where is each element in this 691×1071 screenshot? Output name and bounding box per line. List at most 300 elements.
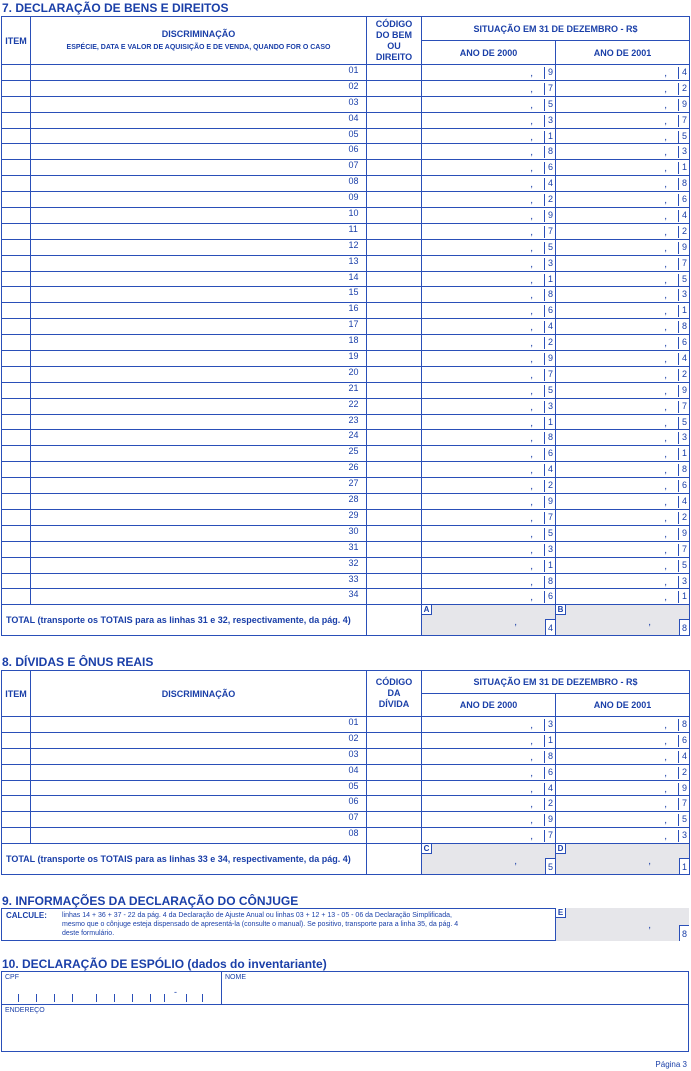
value-2001-cell[interactable] (556, 430, 690, 446)
decimal-comma: , (664, 497, 668, 509)
value-2000-cell[interactable] (422, 271, 556, 287)
cpf-input[interactable] (6, 986, 216, 1002)
check-digit: 2 (544, 194, 553, 206)
value-2000-cell[interactable] (422, 223, 556, 239)
table-row (2, 525, 690, 541)
codigo-cell[interactable] (367, 319, 422, 335)
discriminacao-cell[interactable] (31, 462, 345, 478)
value-2001-cell[interactable] (556, 525, 690, 541)
codigo-cell[interactable] (367, 525, 422, 541)
check-digit: 5 (544, 99, 553, 111)
codigo-cell[interactable] (367, 303, 422, 319)
codigo-cell[interactable] (367, 717, 422, 733)
table-row (2, 319, 690, 335)
value-2001-cell[interactable] (556, 335, 690, 351)
item-cell[interactable] (2, 525, 31, 541)
item-cell[interactable] (2, 812, 31, 828)
check-digit: 3 (678, 432, 687, 444)
decimal-comma: , (664, 417, 668, 429)
item-cell[interactable] (2, 303, 31, 319)
endereco-divider (2, 1004, 688, 1005)
value-2001-cell[interactable] (556, 573, 690, 589)
item-cell[interactable] (2, 382, 31, 398)
value-2000-cell[interactable] (422, 780, 556, 796)
item-cell[interactable] (2, 65, 31, 81)
codigo-cell[interactable] (367, 255, 422, 271)
item-cell[interactable] (2, 732, 31, 748)
value-2001-cell[interactable] (556, 80, 690, 96)
value-2000-cell[interactable] (422, 382, 556, 398)
discriminacao-cell[interactable] (31, 303, 345, 319)
discriminacao-cell[interactable] (31, 541, 345, 557)
value-2001-cell[interactable] (556, 287, 690, 303)
discriminacao-cell[interactable] (31, 828, 345, 844)
discriminacao-cell[interactable] (31, 351, 345, 367)
check-digit: 6 (544, 767, 553, 779)
endereco-input[interactable] (5, 1017, 685, 1049)
decimal-comma: , (664, 338, 668, 350)
value-2001-cell[interactable] (556, 589, 690, 605)
check-digit: 4 (544, 321, 553, 333)
decimal-comma: , (664, 322, 668, 334)
item-cell[interactable] (2, 319, 31, 335)
value-2000-cell[interactable] (422, 319, 556, 335)
codigo-cell[interactable] (367, 541, 422, 557)
item-cell[interactable] (2, 351, 31, 367)
discriminacao-cell[interactable] (31, 780, 345, 796)
bens-total-a[interactable] (422, 605, 556, 636)
item-cell[interactable] (2, 478, 31, 494)
codigo-cell[interactable] (367, 446, 422, 462)
item-cell[interactable] (2, 80, 31, 96)
item-cell[interactable] (2, 780, 31, 796)
total-d-letter: D (556, 844, 566, 854)
total-b-letter: B (556, 605, 566, 615)
cpf-digit-tick (186, 994, 187, 1002)
dividas-total-d[interactable] (556, 844, 690, 875)
value-2000-cell[interactable] (422, 509, 556, 525)
nome-input[interactable] (225, 984, 685, 1002)
discriminacao-cell[interactable] (31, 717, 345, 733)
value-2001-cell[interactable] (556, 541, 690, 557)
value-2000-cell[interactable] (422, 717, 556, 733)
value-2000-cell[interactable] (422, 366, 556, 382)
value-2001-cell[interactable] (556, 812, 690, 828)
discriminacao-cell[interactable] (31, 573, 345, 589)
value-2001-cell[interactable] (556, 366, 690, 382)
item-cell[interactable] (2, 430, 31, 446)
discriminacao-cell[interactable] (31, 128, 345, 144)
value-2001-cell[interactable] (556, 717, 690, 733)
decimal-comma: , (664, 385, 668, 397)
dividas-table (1, 670, 690, 875)
value-2000-cell[interactable] (422, 335, 556, 351)
table-row (2, 96, 690, 112)
codigo-cell[interactable] (367, 557, 422, 573)
discriminacao-cell[interactable] (31, 176, 345, 192)
discriminacao-cell[interactable] (31, 239, 345, 255)
discriminacao-cell[interactable] (31, 509, 345, 525)
line-number: 15 (345, 287, 367, 303)
codigo-cell[interactable] (367, 764, 422, 780)
codigo-cell[interactable] (367, 780, 422, 796)
item-cell[interactable] (2, 96, 31, 112)
section-10-title: 10. DECLARAÇÃO DE ESPÓLIO (dados do inventariante) (2, 957, 327, 971)
discriminacao-cell[interactable] (31, 160, 345, 176)
value-2000-cell[interactable] (422, 478, 556, 494)
decimal-comma: , (530, 592, 534, 604)
item-cell[interactable] (2, 366, 31, 382)
codigo-cell[interactable] (367, 65, 422, 81)
value-2000-cell[interactable] (422, 255, 556, 271)
value-2001-cell[interactable] (556, 780, 690, 796)
discriminacao-cell[interactable] (31, 319, 345, 335)
discriminacao-cell[interactable] (31, 430, 345, 446)
discriminacao-cell[interactable] (31, 557, 345, 573)
discriminacao-cell[interactable] (31, 366, 345, 382)
cpf-digit-tick (18, 994, 19, 1002)
decimal-comma: , (664, 815, 667, 827)
value-2001-cell[interactable] (556, 192, 690, 208)
discriminacao-cell[interactable] (31, 478, 345, 494)
codigo-cell[interactable] (367, 144, 422, 160)
section-7-title: 7. DECLARAÇÃO DE BENS E DIREITOS (2, 1, 229, 15)
codigo-cell[interactable] (367, 223, 422, 239)
item-cell[interactable] (2, 573, 31, 589)
table-row (2, 208, 690, 224)
check-digit: 8 (678, 178, 687, 190)
value-2000-cell[interactable] (422, 748, 556, 764)
discriminacao-cell[interactable] (31, 335, 345, 351)
check-digit: 4 (544, 464, 553, 476)
line-number: 11 (345, 223, 367, 239)
item-cell[interactable] (2, 335, 31, 351)
value-2000-cell[interactable] (422, 192, 556, 208)
value-2001-cell[interactable] (556, 748, 690, 764)
item-cell[interactable] (2, 223, 31, 239)
discriminacao-cell[interactable] (31, 382, 345, 398)
table-row (2, 255, 690, 271)
item-cell[interactable] (2, 541, 31, 557)
decimal-comma: , (664, 528, 668, 540)
table-row (2, 446, 690, 462)
decimal-comma: , (530, 83, 534, 95)
codigo-cell[interactable] (367, 128, 422, 144)
discriminacao-cell[interactable] (31, 208, 345, 224)
value-2001-cell[interactable] (556, 478, 690, 494)
decimal-comma: , (664, 735, 667, 747)
value-2000-cell[interactable] (422, 176, 556, 192)
check-digit: 8 (678, 719, 687, 731)
item-cell[interactable] (2, 414, 31, 430)
value-2001-cell[interactable] (556, 796, 690, 812)
value-2000-cell[interactable] (422, 494, 556, 510)
codigo-line-3: OU (387, 40, 401, 51)
discriminacao-cell[interactable] (31, 414, 345, 430)
discriminacao-cell[interactable] (31, 494, 345, 510)
value-2001-cell[interactable] (556, 112, 690, 128)
codigo-cell[interactable] (367, 287, 422, 303)
codigo-cell[interactable] (367, 414, 422, 430)
value-2001-cell[interactable] (556, 65, 690, 81)
value-2000-cell[interactable] (422, 525, 556, 541)
codigo-cell[interactable] (367, 732, 422, 748)
total-d-digit: 1 (681, 862, 687, 873)
discriminacao-cell[interactable] (31, 96, 345, 112)
value-2001-cell[interactable] (556, 462, 690, 478)
value-2001-cell[interactable] (556, 828, 690, 844)
value-2001-cell[interactable] (556, 732, 690, 748)
decimal-comma: , (530, 497, 534, 509)
value-2001-cell[interactable] (556, 255, 690, 271)
decimal-comma: , (530, 369, 534, 381)
discriminacao-cell[interactable] (31, 112, 345, 128)
line-number: 02 (345, 80, 367, 96)
decimal-comma: , (530, 226, 534, 238)
value-2000-cell[interactable] (422, 287, 556, 303)
value-2000-cell[interactable] (422, 732, 556, 748)
value-2001-cell[interactable] (556, 382, 690, 398)
codigo-cell[interactable] (367, 112, 422, 128)
line-number: 04 (345, 112, 367, 128)
line-number: 33 (345, 573, 367, 589)
value-2001-cell[interactable] (556, 319, 690, 335)
value-2001-cell[interactable] (556, 446, 690, 462)
item-cell[interactable] (2, 494, 31, 510)
check-digit: 2 (544, 337, 553, 349)
value-2000-cell[interactable] (422, 112, 556, 128)
value-2001-cell[interactable] (556, 351, 690, 367)
line-number: 07 (345, 812, 367, 828)
item-cell[interactable] (2, 112, 31, 128)
item-cell[interactable] (2, 255, 31, 271)
codigo-cell[interactable] (367, 812, 422, 828)
decimal-comma: , (530, 751, 533, 763)
discriminacao-cell[interactable] (31, 398, 345, 414)
codigo-cell[interactable] (367, 430, 422, 446)
check-digit: 8 (544, 146, 553, 158)
item-cell[interactable] (2, 160, 31, 176)
value-2001-cell[interactable] (556, 764, 690, 780)
decimal-comma: , (664, 544, 668, 556)
value-2000-cell[interactable] (422, 239, 556, 255)
item-cell[interactable] (2, 589, 31, 605)
codigo-cell[interactable] (367, 176, 422, 192)
item-cell[interactable] (2, 208, 31, 224)
discriminacao-cell[interactable] (31, 764, 345, 780)
decimal-comma: , (530, 401, 534, 413)
s8-col-item-header: ITEM (2, 671, 31, 717)
value-2001-cell[interactable] (556, 494, 690, 510)
codigo-cell[interactable] (367, 494, 422, 510)
cpf-digit-tick (150, 994, 151, 1002)
discriminacao-cell[interactable] (31, 748, 345, 764)
codigo-cell[interactable] (367, 351, 422, 367)
item-cell[interactable] (2, 764, 31, 780)
check-digit: 1 (544, 560, 553, 572)
decimal-comma: , (664, 512, 668, 524)
check-digit: 5 (678, 560, 687, 572)
value-2000-cell[interactable] (422, 80, 556, 96)
check-digit: 1 (544, 274, 553, 286)
value-2000-cell[interactable] (422, 541, 556, 557)
dividas-total-c[interactable] (422, 844, 556, 875)
value-2001-cell[interactable] (556, 176, 690, 192)
value-2000-cell[interactable] (422, 65, 556, 81)
decimal-comma: , (664, 306, 668, 318)
item-cell[interactable] (2, 828, 31, 844)
codigo-cell[interactable] (367, 192, 422, 208)
discriminacao-cell[interactable] (31, 446, 345, 462)
discriminacao-cell[interactable] (31, 812, 345, 828)
item-cell[interactable] (2, 271, 31, 287)
decimal-comma: , (530, 815, 533, 827)
codigo-cell[interactable] (367, 382, 422, 398)
value-2000-cell[interactable] (422, 573, 556, 589)
decimal-comma: , (530, 179, 534, 191)
item-cell[interactable] (2, 176, 31, 192)
codigo-cell[interactable] (367, 462, 422, 478)
decimal-comma: , (664, 131, 668, 143)
item-cell[interactable] (2, 509, 31, 525)
codigo-cell[interactable] (367, 398, 422, 414)
codigo-cell[interactable] (367, 478, 422, 494)
table-row (2, 748, 690, 764)
codigo-cell[interactable] (367, 80, 422, 96)
decimal-comma: , (530, 544, 534, 556)
discriminacao-cell[interactable] (31, 796, 345, 812)
discriminacao-cell[interactable] (31, 80, 345, 96)
decimal-comma: , (664, 433, 668, 445)
value-2001-cell[interactable] (556, 144, 690, 160)
discriminacao-cell[interactable] (31, 271, 345, 287)
value-2000-cell[interactable] (422, 351, 556, 367)
bens-total-b[interactable] (556, 605, 690, 636)
decimal-comma: , (530, 338, 534, 350)
value-2000-cell[interactable] (422, 430, 556, 446)
codigo-cell[interactable] (367, 573, 422, 589)
codigo-cell[interactable] (367, 509, 422, 525)
value-2001-cell[interactable] (556, 271, 690, 287)
codigo-cell[interactable] (367, 208, 422, 224)
line-number: 31 (345, 541, 367, 557)
discriminacao-cell[interactable] (31, 192, 345, 208)
value-2001-cell[interactable] (556, 96, 690, 112)
check-digit: 5 (544, 528, 553, 540)
check-digit: 2 (544, 798, 553, 810)
item-cell[interactable] (2, 748, 31, 764)
value-2001-cell[interactable] (556, 223, 690, 239)
value-2001-cell[interactable] (556, 160, 690, 176)
discriminacao-cell[interactable] (31, 255, 345, 271)
line-number: 06 (345, 144, 367, 160)
total-c-digit: 5 (547, 862, 553, 873)
value-2000-cell[interactable] (422, 128, 556, 144)
discriminacao-cell[interactable] (31, 287, 345, 303)
value-2001-cell[interactable] (556, 509, 690, 525)
discriminacao-cell[interactable] (31, 144, 345, 160)
conjuge-text-1: linhas 14 + 36 + 37 - 22 da pág. 4 da Declaração de Ajuste Anual ou linhas 03 + 12 + 13 - 05 - 06 da Declaração Simplificada, (62, 912, 452, 919)
value-2000-cell[interactable] (422, 462, 556, 478)
discriminacao-cell[interactable] (31, 589, 345, 605)
codigo-cell[interactable] (367, 796, 422, 812)
bens-total-spacer (367, 605, 422, 636)
table-row (2, 80, 690, 96)
value-2000-cell[interactable] (422, 589, 556, 605)
table-row (2, 541, 690, 557)
table-row (2, 271, 690, 287)
value-2000-cell[interactable] (422, 446, 556, 462)
discriminacao-cell[interactable] (31, 223, 345, 239)
value-2001-cell[interactable] (556, 208, 690, 224)
value-2000-cell[interactable] (422, 414, 556, 430)
line-number: 02 (345, 732, 367, 748)
decimal-comma: , (530, 417, 534, 429)
value-2000-cell[interactable] (422, 812, 556, 828)
value-2000-cell[interactable] (422, 160, 556, 176)
value-2001-cell[interactable] (556, 128, 690, 144)
check-digit: 5 (544, 242, 553, 254)
codigo-cell[interactable] (367, 589, 422, 605)
value-2001-cell[interactable] (556, 239, 690, 255)
item-cell[interactable] (2, 192, 31, 208)
value-2001-cell[interactable] (556, 303, 690, 319)
codigo-cell[interactable] (367, 96, 422, 112)
value-2000-cell[interactable] (422, 208, 556, 224)
item-cell[interactable] (2, 239, 31, 255)
value-2001-cell[interactable] (556, 398, 690, 414)
cpf-digit-tick (36, 994, 37, 1002)
line-number: 07 (345, 160, 367, 176)
value-2000-cell[interactable] (422, 144, 556, 160)
value-2000-cell[interactable] (422, 764, 556, 780)
codigo-cell[interactable] (367, 366, 422, 382)
item-cell[interactable] (2, 462, 31, 478)
item-cell[interactable] (2, 446, 31, 462)
codigo-cell[interactable] (367, 160, 422, 176)
cpf-digit-tick (164, 994, 165, 1002)
discriminacao-cell[interactable] (31, 732, 345, 748)
value-2000-cell[interactable] (422, 557, 556, 573)
codigo-cell[interactable] (367, 828, 422, 844)
value-2000-cell[interactable] (422, 398, 556, 414)
codigo-cell[interactable] (367, 335, 422, 351)
discriminacao-cell[interactable] (31, 525, 345, 541)
item-cell[interactable] (2, 717, 31, 733)
table-row (2, 112, 690, 128)
item-cell[interactable] (2, 557, 31, 573)
item-cell[interactable] (2, 398, 31, 414)
item-cell[interactable] (2, 128, 31, 144)
decimal-comma: , (664, 163, 668, 175)
check-digit: 9 (544, 814, 553, 826)
value-2000-cell[interactable] (422, 828, 556, 844)
item-cell[interactable] (2, 287, 31, 303)
value-2000-cell[interactable] (422, 96, 556, 112)
value-2001-cell[interactable] (556, 414, 690, 430)
item-cell[interactable] (2, 144, 31, 160)
codigo-cell[interactable] (367, 748, 422, 764)
value-2000-cell[interactable] (422, 303, 556, 319)
codigo-cell[interactable] (367, 271, 422, 287)
value-2000-cell[interactable] (422, 796, 556, 812)
check-digit: 4 (678, 353, 687, 365)
discriminacao-cell[interactable] (31, 65, 345, 81)
conjuge-total-e[interactable] (555, 908, 689, 941)
item-cell[interactable] (2, 796, 31, 812)
value-2001-cell[interactable] (556, 557, 690, 573)
codigo-cell[interactable] (367, 239, 422, 255)
